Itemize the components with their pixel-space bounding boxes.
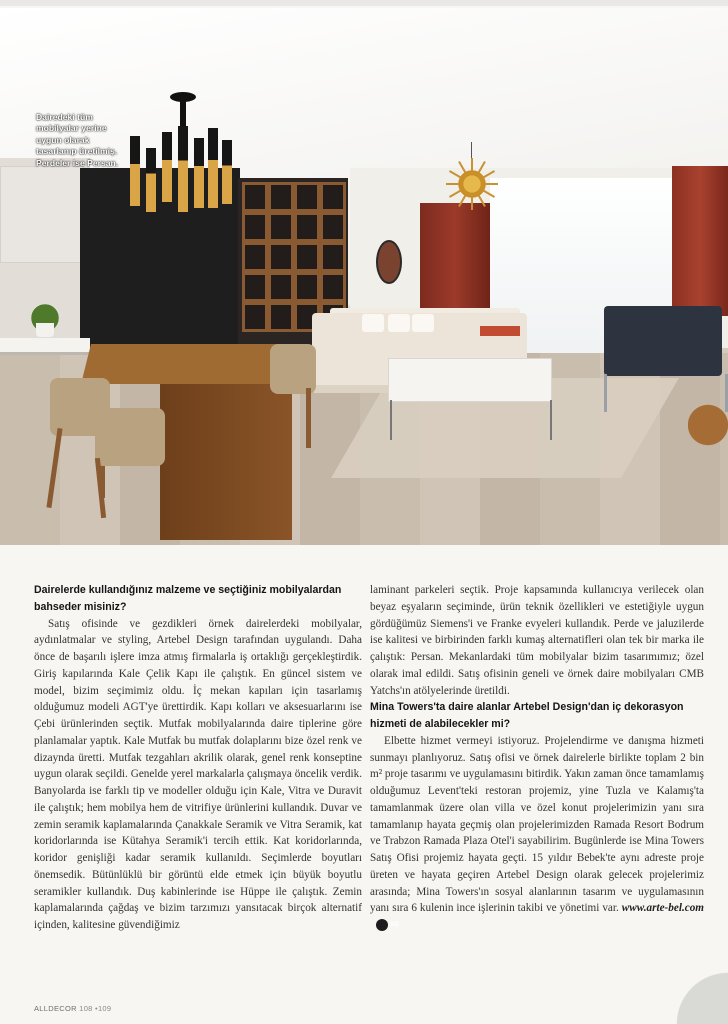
coffee-table [388,358,552,402]
pillow [388,314,410,332]
pillow [362,314,384,332]
answer-1: Satış ofisinde ve gezdikleri örnek dairelerdeki mobilyalar, aydınlatmalar ve styling, Artebel Design tarafından uygulandı. Daha önce de başarılı işlere imza atmış firmalarla iş ortaklığı gerçekleştirdik. Giriş kapılarında Kale Çelik Kapı ile çalıştık. En güncel sistem ve model, bizim seçimimiz oldu. İç mekan kapıları için tasarlamış olduğumuz modeli AGT'ye ürettirdik. Kapı kolları ve aksesuarlarını ise Çebi ürünlerinden seçtik. Mutfak mobilyalarında daire tiplerine göre planlamalar yaptık. Kale Mutfak bu mutfak dolaplarını bize özel renk ve dizaynda üretti. Mutfak tezgahları akrilik olarak, genel renk konseptine uygun olarak seçildi. Genelde yerel markalarla çalışmaya öncelik verdik. Banyolarda ise farklı tip ve modeller olduğu için Kale, Vitra ve Duravit ile çalıştık; hem mobilya hem de vitrifiye ürünlerini kullandık. Duvar ve zemin seramik kaplamalarında Çanakkale Seramik ve Vitra Seramik, kat koridorlarında ise Kütahya Seramik'i tercih ettik. Kat koridorlarında, koridor genişliği kadar seramik kullanıldı. Seçimlerde boyutları önemsedik. Bütünlüklü bir görüntü elde etmek için büyük boyutlu seramikler kullandık. Duş kabinlerinde ise Hüppe ile çalıştık. Zemin kaplamalarında çağdaş ve bizim tarzımızı yansıtacak birçok alternatif içinden, kalitesine güvendiğimiz [34,617,362,931]
coffee-table-legs [390,400,552,440]
pendant-tube [178,126,188,212]
photo-caption: Dairedeki tüm mobilyalar yerine uygun olarak tasarlanıp üretilmiş. Perdeler ise Persan. [36,112,119,168]
page-numbers: 108 •109 [79,1004,112,1013]
interior-photo [0,8,728,545]
plant-pot [36,323,54,337]
pendant-tube [162,132,172,202]
dining-chair [95,408,165,466]
armchair [604,306,722,376]
curtain-left [420,203,490,323]
chair-leg [306,388,311,448]
pendant-tube [222,140,232,204]
round-mirror [376,240,402,284]
answer-1-continued: laminant parkeleri seçtik. Proje kapsamında kullanıcıya verilecek olan beyaz eşyaların seçiminde, ürün teknik özellikleri ve estetiğiyle uygun gördüğümüz Siemens'i ve Franke evyeleri kullandık. Perde ve jaluzilerde ise kalitesi ve birbirinden farklı kumaş alternatifleri olan tek bir marka ile çalıştık: Persan. Mekanlardaki tüm mobilyalar bizim tasarımımız; özel olarak imal edildi. Satış ofisinin geneli ve örnek daire mobilyaları CMB Yatchs'ın atölyelerinde üretildi. [370,584,704,697]
text-column-right [370,582,704,934]
pillow [412,314,434,332]
dried-plant [688,398,728,488]
text-column-left [34,582,362,934]
answer-2 [370,733,704,934]
magazine-name: ALLDECOR [34,1004,77,1013]
page-corner-decoration [658,964,728,1024]
pendant-tube [194,138,204,208]
pendant-tube [208,128,218,208]
dining-table-leg [160,380,292,540]
red-throw [480,326,520,336]
top-edge [0,0,728,6]
question-2: Mina Towers'ta daire alanlar Artebel Design'dan iç dekorasyon hizmeti de alabilecekler mi? [370,701,684,730]
website-link[interactable]: www.arte-bel.com [621,902,705,915]
kitchen-cabinet [0,166,84,263]
curtain-right [672,166,728,316]
answer-2-text: Elbette hizmet vermeyi istiyoruz. Projelendirme ve danışma hizmeti sunmayı planlıyoruz. Satış ofisi ve örnek dairelerle birlikte toplam 2 bin m² proje tasarımı ve uygulamasını bitirdik. Yakın zaman önce tamamlamış olduğumuz Levent'teki restoran projemiz, yine Tuzla ve Kalamış'ta tamamlanmak üzere olan villa ve özel konut projelerimizin yanı sıra tamamlanıp hayata geçmiş olan projelerimizden Ramada Resort Bodrum ve Trabzon Ramada Plaza Otel'i sayabilirim. Bugünlerde ise Mina Towers Satış Ofisi projemiz hayata geçti. 15 yıldır Bebek'te aynı adreste proje üreten ve hayata geçiren Artebel Design olarak gelecek projelerimiz arasında; Mina Towers'ın sosyal alanlarının tasarım ve uygulamasının yanı sıra 6 kulenin ince işlerinin takibi ve yönetimi var. [370,734,704,915]
kitchen-counter [0,338,90,355]
question-1: Dairelerde kullandığınız malzeme ve seçtiğiniz mobilyalardan bahseder misiniz? [34,584,342,613]
dining-chair [270,344,316,394]
sputnik-chandelier [448,160,496,208]
page-footer [34,1004,111,1013]
end-mark-icon: AD [376,919,388,931]
